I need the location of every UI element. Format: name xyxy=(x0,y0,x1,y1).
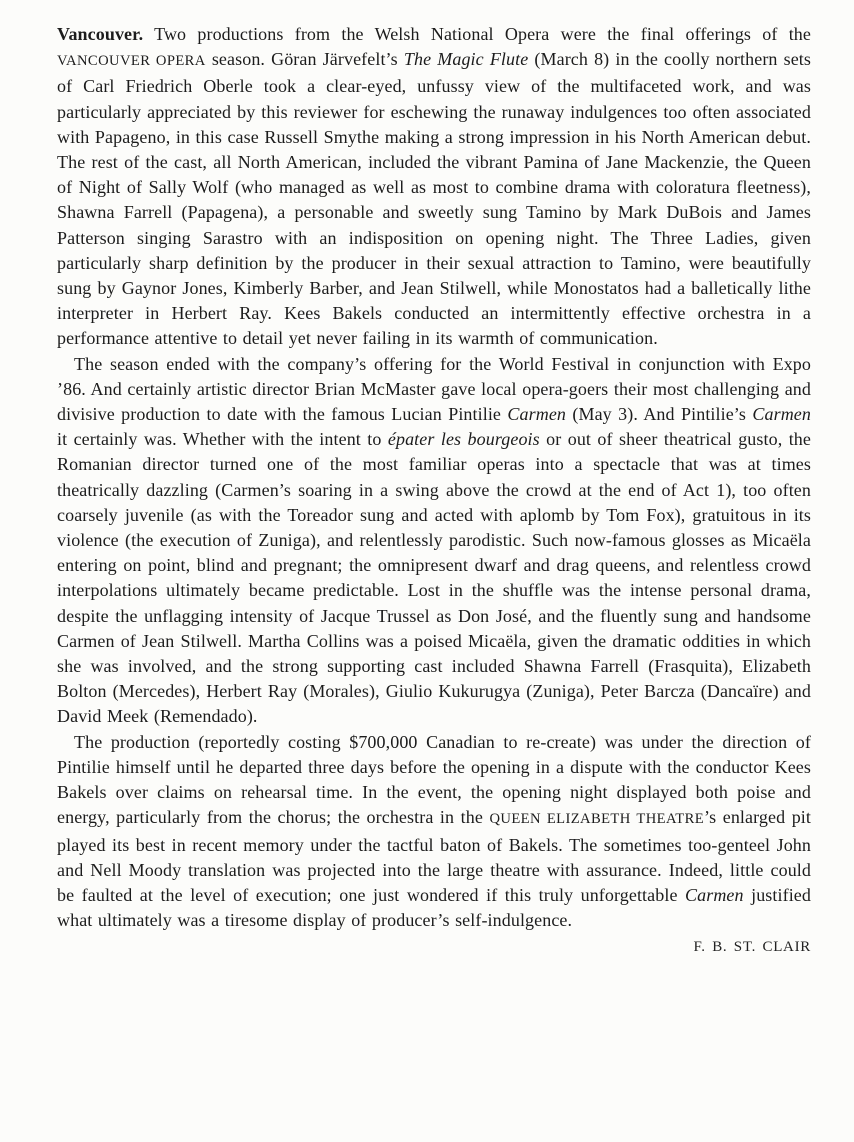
text-run: season. Göran Järvefelt’s xyxy=(205,49,404,70)
italic-title-carmen: Carmen xyxy=(507,404,567,425)
text-run: The season ended with the company’s offering for the World Festival in conjunction with Expo ’86. And certainly artistic director Brian McMaster gave local opera-goers their most challenging and divisive production to date with the famous Lucian Pintilie xyxy=(57,353,811,425)
text-run: (May 3). And Pintilie’s xyxy=(566,404,753,425)
lead-city-bold: Vancouver. xyxy=(57,24,144,44)
paragraph-production-verdict xyxy=(57,730,811,934)
text-run: it certainly was. Whether with the intent to xyxy=(57,429,388,450)
italic-phrase-epater: épater les bourgeois xyxy=(387,429,540,450)
italic-title-carmen: Carmen xyxy=(685,884,744,905)
text-run: Two productions from the Welsh National Opera were the final offerings of the xyxy=(143,24,811,44)
small-caps-vancouver-opera: VANCOUVER OPERA xyxy=(57,53,206,70)
paragraph-magic-flute xyxy=(57,22,811,352)
text-run: justified what ultimately was a tiresome display of producer’s self-indulgence. xyxy=(57,884,811,931)
small-caps-queen-elizabeth-theatre: QUEEN ELIZABETH THEATRE xyxy=(489,811,705,828)
text-run: The production (reportedly costing $700,000 Canadian to re-create) was under the direction of Pintilie himself until he departed three days before the opening in a dispute with the conductor Kees Bakels over claims on rehearsal time. In the event, the opening night displayed both poise and energy, particularly from the chorus; the orchestra in the xyxy=(57,731,811,828)
text-run: (March 8) in the coolly northern sets of Carl Friedrich Oberle took a clear-eyed, unfussy view of the multifaceted work, and was particularly appreciated by this reviewer for eschewing the runaway indulgences too often associated with Papageno, in this case Russell Smythe making a strong impression in his North American debut. The rest of the cast, all North American, included the vibrant Pamina of Jane Mackenzie, the Queen of Night of Sally Wolf (who managed as well as most to combine drama with coloratura fleetness), Shawna Farrell (Papagena), a personable and sweetly sung Tamino by Mark DuBois and James Patterson singing Sarastro with an indisposition on opening night. The Three Ladies, given particularly sharp definition by the producer in their sexual attraction to Tamino, were beautifully sung by Gaynor Jones, Kimberly Barber, and Jean Stilwell, while Monostatos had a balletically lithe interpreter in Herbert Ray. Kees Bakels conducted an intermittently effective orchestra in a performance attentive to detail yet never failing in its warmth of communication. xyxy=(57,49,812,349)
italic-title-carmen: Carmen xyxy=(752,404,811,425)
paragraph-carmen-production xyxy=(57,352,811,730)
text-run: or out of sheer theatrical gusto, the Romanian director turned one of the most familiar operas into a spectacle that was at times theatrically dazzling (Carmen’s soaring in a swing above the crowd at the end of Act 1), too often coarsely juvenile (as with the Toreador sung and acted with aplomb by Tom Fox), gratuitous in its violence (the execution of Zuniga), and relentlessly parodistic. Such now-famous glosses as Micaëla entering on point, blind and pregnant; the omnipresent dwarf and drag queens, and relentless crowd interpolations ultimately became predictable. Lost in the shuffle was the intense personal drama, despite the unflagging intensity of Jacque Trussel as Don José, and the fluently sung and handsome Carmen of Jean Stilwell. Martha Collins was a poised Micaëla, given the dramatic oddities in which she was involved, and the strong supporting cast included Shawna Farrell (Frasquita), Elizabeth Bolton (Mercedes), Herbert Ray (Morales), Giulio Kukurugya (Zuniga), Peter Barcza (Dancaïre) and David Meek (Remendado). xyxy=(57,429,811,727)
text-run: ’s enlarged pit played its best in recent memory under the tactful baton of Bakels. The sometimes too-genteel John and Nell Moody translation was projected into the large theatre with assurance. Indeed, little could be faulted at the level of execution; one just wondered if this truly unforgettable xyxy=(57,807,811,905)
italic-title-magic-flute: The Magic Flute xyxy=(403,49,529,70)
byline: F. B. ST. CLAIR xyxy=(693,939,811,956)
